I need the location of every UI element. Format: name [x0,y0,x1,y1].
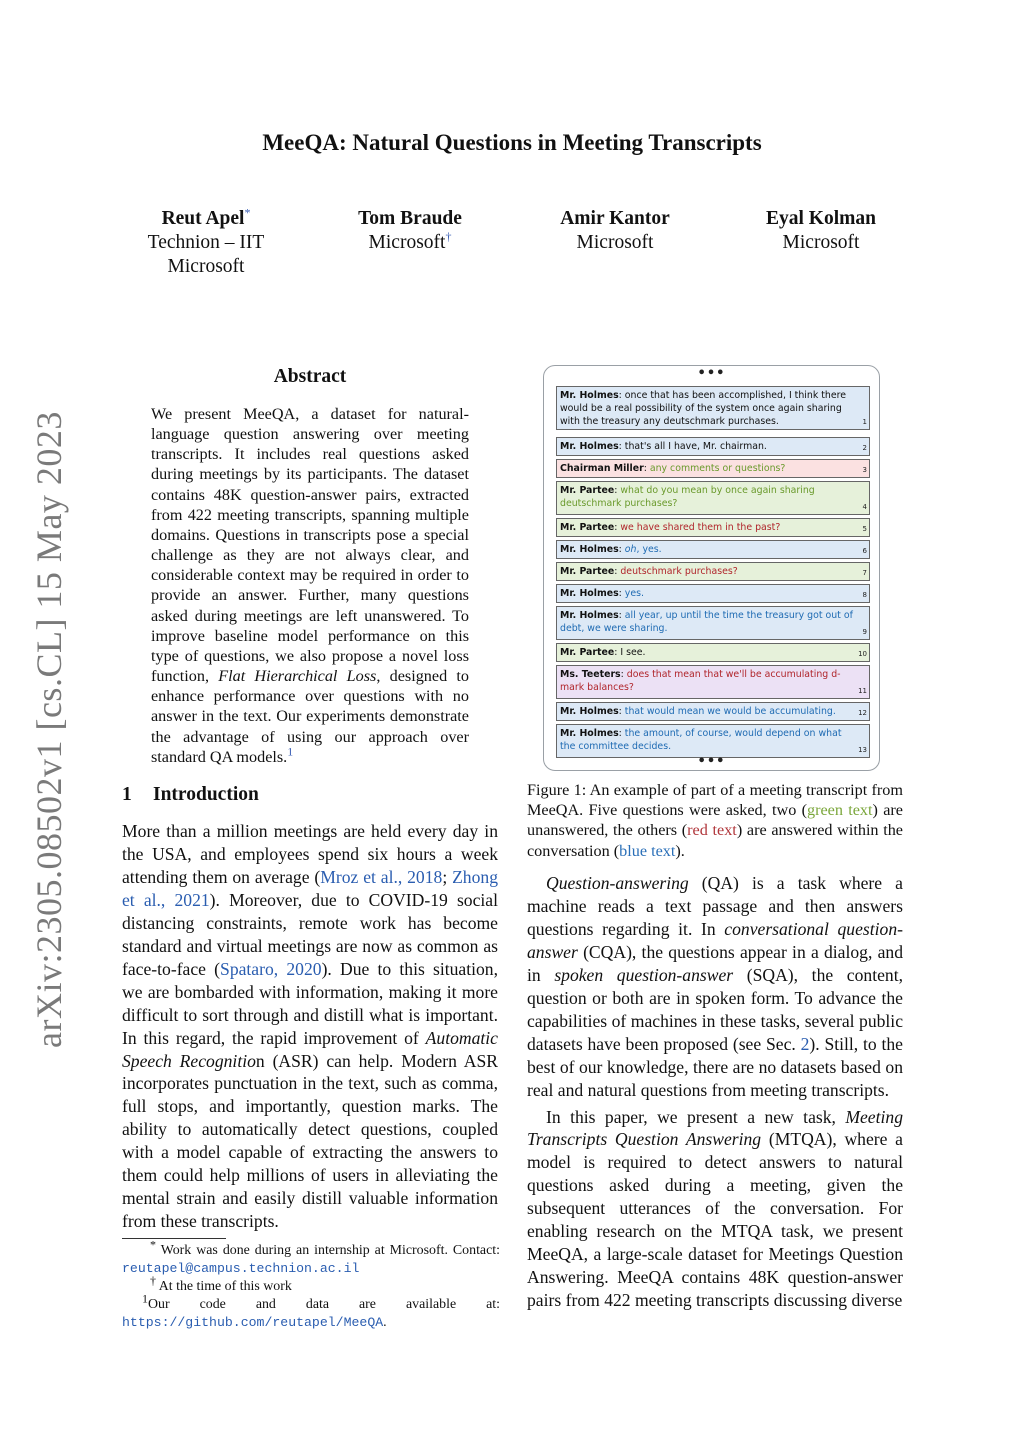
footnotes: * Work was done during an internship at Microsoft. Contact: reutapel@campus.technion.ac.il † At the time of this work 1Our code and data are available at: https://github.com/reutapel/MeeQA. [122,1237,500,1330]
utterance-text: we have shared them in the past? [620,522,781,533]
speaker-name: Mr. Holmes [560,441,619,452]
utterance-text: the amount, of course, would depend on what the committee decides. [560,728,842,752]
line-number: 7 [862,569,867,577]
right-column-text: Question-answering (QA) is a task where a machine reads a text passage and then answers questions regarding it. In conversational question-answer (CQA), the questions appear in a dialog, and in spoken question-answer (SQA), the content, question or both are in spoken form. To advance the capabilities of machines in these tasks, several public datasets have been proposed (see Sec. 2). Still, to the best of our knowledge, there are no datasets based on real and natural questions from meeting transcripts. In this paper, we present a new task, Meeting Transcripts Question Answering (MTQA), where a model is required to detect answers to natural questions asked during a meeting, given the subsequent utterances of the conversation. For enabling research on the MTQA task, we present MeeQA, a large-scale dataset for Meetings Question Answering. MeeQA contains 48K question-answer pairs from 422 meeting transcripts discussing diverse [527,873,903,1311]
line-number: 4 [862,503,867,511]
author-3 [515,207,715,255]
author-name: Tom Braude [358,208,462,229]
transcript-utterance: Mr. Holmes: all year, up until the time the treasury got out of debt, we were sharing. 9 [556,606,870,640]
line-number: 1 [862,418,867,426]
transcript-utterance: Mr. Holmes: oh, yes. 6 [556,540,870,559]
line-number: 13 [858,746,867,754]
transcript-utterance: Mr. Partee: I see. 10 [556,643,870,662]
utterance-text: what do you mean by once again sharing deutschmark purchases? [560,485,815,509]
transcript-utterance: Mr. Partee: we have shared them in the past? 5 [556,518,870,537]
line-number: 3 [862,466,867,474]
code-repo-link[interactable]: https://github.com/reutapel/MeeQA [122,1315,384,1330]
transcript-utterance: Mr. Holmes: the amount, of course, would depend on what the committee decides. 13 [556,724,870,758]
transcript-figure [543,365,880,771]
author-affiliation: Technion – IIT [147,232,265,253]
line-number: 2 [862,444,867,452]
line-number: 6 [862,547,867,555]
utterance-text: I see. [620,647,646,658]
author-2 [310,207,510,255]
author-affiliation: Microsoft [782,232,860,253]
footnote-divider [122,1238,226,1239]
speaker-name: Mr. Holmes [560,544,619,555]
line-number: 5 [862,525,867,533]
speaker-name: Mr. Holmes [560,706,619,717]
figure-caption: Figure 1: An example of part of a meeting transcript from MeeQA. Five questions were asked, two (green text) are unanswered, the others (red text) are answered within the conversation (blue text). [527,781,903,860]
section-heading-introduction: 1 Introduction [122,784,259,805]
citation-link[interactable]: Spataro, 2020 [220,958,322,979]
transcript-utterance: Mr. Holmes: yes. 8 [556,584,870,603]
utterance-text: deutschmark purchases? [620,566,738,577]
utterance-text: once that has been accomplished, I think there would be a real possibility of the system once again sharing with the treasury any deutschmark purchases. [560,390,847,427]
speaker-name: Mr. Partee [560,566,615,577]
author-1 [106,207,306,279]
utterance-text: that's all I have, Mr. chairman. [624,441,767,452]
citation-link[interactable]: Zhong et al., 2021 [122,866,498,910]
transcript-utterance: Ms. Teeters: does that mean that we'll be accumulating d-mark balances? 11 [556,665,870,699]
transcript-utterance: Mr. Holmes: once that has been accomplished, I think there would be a real possibility of the system once again sharing with the treasury any deutschmark purchases. 1 [556,386,870,430]
utterance-text: any comments or questions? [649,463,786,474]
author-name: Reut Apel [161,208,245,229]
transcript-utterance: Mr. Holmes: that would mean we would be accumulating. 12 [556,702,870,721]
section-ref-link[interactable]: 2 [800,1033,810,1054]
speaker-name: Mr. Holmes [560,728,619,739]
citation-link[interactable]: Mroz et al., 2018 [320,866,443,887]
abstract-heading: Abstract [273,366,347,387]
line-number: 9 [862,628,867,636]
transcript-utterance: Mr. Holmes: that's all I have, Mr. chairman. 2 [556,437,870,456]
author-affiliation: Microsoft [576,232,654,253]
utterance-text: that would mean we would be accumulating. [624,706,836,717]
speaker-name: Mr. Partee [560,522,615,533]
speaker-name: Mr. Holmes [560,588,619,599]
speaker-name: Mr. Partee [560,647,615,658]
author-affiliation: Microsoft [167,256,245,277]
speaker-name: Mr. Holmes [560,610,619,621]
utterance-text: oh, yes. [624,544,662,555]
speaker-name: Mr. Partee [560,485,615,496]
line-number: 10 [858,650,867,658]
utterance-text: yes. [624,588,644,599]
ellipsis-bottom: ••• [697,754,726,769]
line-number: 12 [858,709,867,717]
author-footnote-mark[interactable]: † [445,229,452,244]
contact-email-link[interactable]: reutapel@campus.technion.ac.il [122,1261,360,1276]
abstract-text: We present MeeQA, a dataset for natural-language question answering over meeting transcripts. It includes real questions asked during meetings by its participants. The dataset contains 48K question-answer pairs, extracted from 422 meeting transcripts, spanning multiple domains. Questions in transcripts pose a special challenge as they are not always clear, and considerable context may be required in order to provide an answer. Further, many questions asked during meetings are left unanswered. To improve baseline model performance on this type of questions, we also propose a novel loss function, Flat Hierarchical Loss, designed to enhance performance over questions with no answer in the text. Our experiments demonstrate the advantage of using our approach over standard QA models.$^1$ [151,405,469,766]
transcript-utterance: Mr. Partee: deutschmark purchases? 7 [556,562,870,581]
author-name: Eyal Kolman [766,208,876,229]
transcript-utterance: Chairman Miller: any comments or questions? 3 [556,459,870,478]
utterance-text: all year, up until the time the treasury got out of debt, we were sharing. [560,610,853,634]
speaker-name: Chairman Miller [560,463,644,474]
arxiv-identifier: arXiv:2305.08502v1 [cs.CL] 15 May 2023 [29,411,69,1048]
line-number: 8 [862,591,867,599]
author-affiliation: Microsoft [368,232,446,253]
speaker-name: Mr. Holmes [560,390,619,401]
line-number: 11 [858,687,867,695]
ellipsis-top: ••• [697,366,726,381]
author-name: Amir Kantor [560,208,670,229]
author-footnote-mark[interactable]: * [244,205,251,220]
footnote-mark[interactable]: 1 [287,744,294,759]
speaker-name: Ms. Teeters [560,669,621,680]
utterance-text: does that mean that we'll be accumulating d-mark balances? [560,669,841,693]
intro-paragraph: More than a million meetings are held every day in the USA, and employees spend six hours a week attending them on average (Mroz et al., 2018; Zhong et al., 2021). Moreover, due to COVID-19 social distancing constraints, remote work has become standard and virtual meetings are now as common as face-to-face (Spataro, 2020). Due to this situation, we are bombarded with information, making it more difficult to sort through and distill what is important. In this regard, the rapid improvement of Automatic Speech Recognition (ASR) can help. Modern ASR incorporates punctuation in the text, such as comma, full stops, and importantly, question marks. The ability to automatically detect questions, coupled with a model capable of extracting the answers to them could help millions of users in alleviating the mental strain and easily distill valuable information from these transcripts. [122,821,499,1232]
paper-title: MeeQA: Natural Questions in Meeting Transcripts [262,130,762,155]
author-4 [721,207,921,255]
transcript-utterance: Mr. Partee: what do you mean by once again sharing deutschmark purchases? 4 [556,481,870,515]
